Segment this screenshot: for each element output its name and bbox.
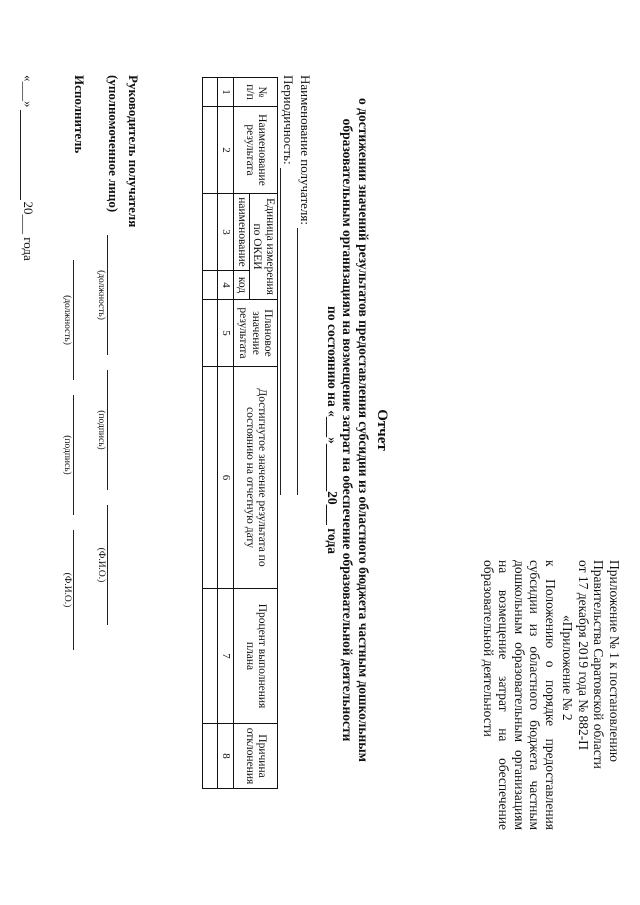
- periodicity-line[interactable]: [280, 168, 293, 495]
- executor-name-line[interactable]: [73, 530, 75, 650]
- col-number-8: 8: [218, 724, 234, 789]
- executor-label: Исполнитель: [72, 75, 87, 154]
- col-number-4: 4: [218, 271, 234, 300]
- col-number-1: 1: [218, 78, 234, 107]
- date-month-line[interactable]: [20, 110, 33, 200]
- annex-header: [480, 560, 622, 840]
- table-cell[interactable]: [203, 271, 218, 300]
- table-number-row: [218, 78, 234, 789]
- executor-position-caption: (должность): [62, 295, 73, 345]
- col-number-2: 2: [218, 107, 234, 194]
- date-day: «___»: [21, 75, 37, 108]
- recipient-fields: [280, 75, 314, 495]
- report-title-line-1: о достижении значений результатов предоставления субсидии из областного бюджета частным дошкольным: [355, 98, 371, 762]
- table-cell[interactable]: [203, 300, 218, 367]
- table-cell[interactable]: [203, 589, 218, 724]
- periodicity-label: Периодичность:: [280, 75, 296, 165]
- head-position-caption: (должность): [96, 270, 107, 320]
- annex-line-3: от 17 декабря 2019 года № 882-П: [575, 560, 591, 751]
- annex-line-2: Правительства Саратовской области: [591, 560, 607, 769]
- table-row: [203, 78, 218, 789]
- table-cell[interactable]: [203, 107, 218, 194]
- header-number: № п/п: [234, 78, 278, 107]
- head-label-2: (уполномоченное лицо): [106, 75, 121, 213]
- col-number-3: 3: [218, 194, 234, 271]
- annex-line-4: «Приложение № 2: [560, 615, 576, 721]
- header-unit: Единица измерения по ОКЕИ: [249, 194, 277, 300]
- recipient-label: Наименование получателя:: [297, 75, 313, 226]
- signature-block: [0, 75, 140, 895]
- head-signature-line[interactable]: [107, 370, 109, 490]
- header-unit-code: код: [234, 271, 250, 300]
- table-cell[interactable]: [203, 724, 218, 789]
- header-reason: Причина отклонения: [234, 724, 278, 789]
- executor-signature-line[interactable]: [73, 395, 75, 515]
- header-percent: Процент выполнения плана: [234, 589, 278, 724]
- report-title-line-2: образовательным организациям на возмещение затрат на обеспечение образовательной деятельности: [340, 118, 356, 742]
- head-label-1: Руководитель получателя: [126, 75, 141, 228]
- header-achieved: Достигнутое значение результата по состоянию на отчетную дату: [234, 367, 278, 589]
- table-header-row: [249, 78, 277, 789]
- report-title: [324, 30, 390, 830]
- table-cell[interactable]: [203, 78, 218, 107]
- col-number-5: 5: [218, 300, 234, 367]
- table-cell[interactable]: [203, 194, 218, 271]
- head-name-line[interactable]: [107, 505, 109, 625]
- head-position-line[interactable]: [107, 235, 109, 355]
- annex-line-1: Приложение № 1 к постановлению: [607, 560, 622, 762]
- results-table: [202, 77, 278, 789]
- recipient-line[interactable]: [297, 228, 310, 495]
- header-plan: Плановое значение результата: [234, 300, 278, 367]
- table-cell[interactable]: [203, 367, 218, 589]
- executor-name-caption: (Ф.И.О.): [62, 572, 73, 608]
- executor-signature-caption: (подпись): [62, 435, 73, 475]
- col-number-7: 7: [218, 589, 234, 724]
- annex-body: к Положению о порядке предоставления субсидии из областного бюджета частным дошкольным образовательным организациям на возмещение затрат на обеспечение образовательной деятельности: [480, 560, 558, 830]
- date-year: 20___ года: [21, 201, 37, 261]
- report-date-line: по состоянию на «___»_______20___ года: [324, 306, 340, 554]
- report-title-word: Отчет: [374, 409, 390, 451]
- header-result-name: Наименование результата: [234, 107, 278, 194]
- col-number-6: 6: [218, 367, 234, 589]
- head-signature-caption: (подпись): [96, 410, 107, 450]
- header-unit-name: наименование: [234, 194, 250, 271]
- head-name-caption: (Ф.И.О.): [96, 547, 107, 583]
- executor-position-line[interactable]: [73, 260, 75, 380]
- signature-date: [20, 75, 35, 895]
